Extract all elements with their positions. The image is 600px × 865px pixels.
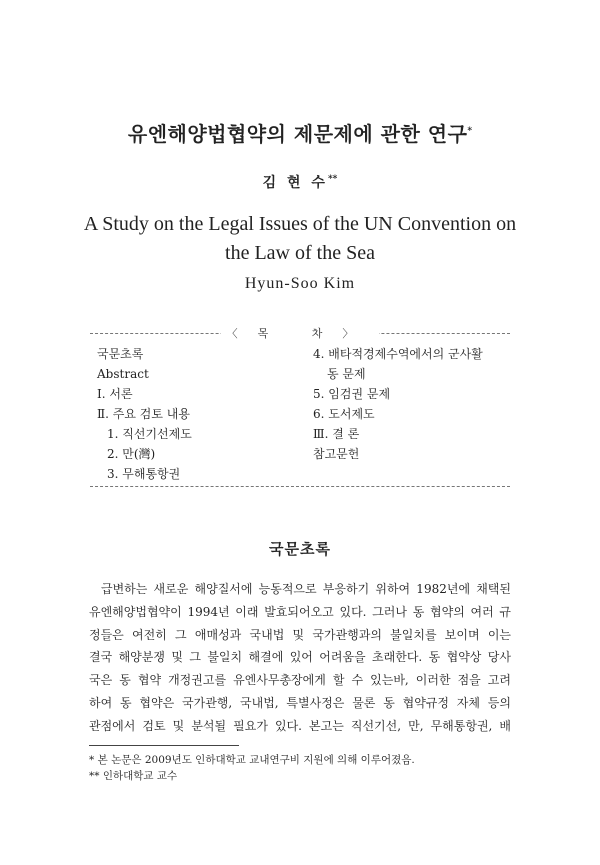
abstract-line: 정들은 여전히 그 애매성과 국내법 및 국가관행과의 불일치를 보이며 이는 — [89, 627, 511, 642]
toc-item: 참고문헌 — [313, 447, 360, 461]
toc-right-column — [313, 344, 513, 464]
abstract-line: 결국 해양분쟁 및 그 불일치 해결에 있어 어려움을 초래한다. 동 협약상 당사 — [89, 650, 511, 665]
toc-item: Ⅲ. 결 론 — [313, 427, 360, 441]
section-heading: 국문초록 — [269, 540, 331, 558]
author-footnote-mark: ** — [327, 174, 338, 185]
footnote-1: * 본 논문은 2009년도 인하대학교 교내연구비 지원에 의해 이루어졌음. — [89, 754, 415, 766]
footnote-2: ** 인하대학교 교수 — [89, 770, 178, 782]
toc-item: Ⅰ. 서론 — [97, 387, 133, 401]
toc-item: Ⅱ. 주요 검토 내용 — [97, 407, 190, 421]
toc-item: 4. 배타적경제수역에서의 군사활 — [313, 347, 483, 361]
toc-left-column — [97, 344, 297, 484]
author-ko — [0, 172, 600, 192]
toc-item: Abstract — [97, 367, 149, 381]
abstract-line: 관점에서 검토 및 분석될 필요가 있다. 본고는 직선기선, 만, 무해통항권, 배 — [89, 718, 511, 733]
title-ko-text: 유엔해양법협약의 제문제에 관한 연구 — [127, 122, 468, 146]
toc-item: 2. 만(灣) — [107, 447, 156, 461]
title-en-line-1: A Study on the Legal Issues of the UN Convention on — [83, 213, 517, 235]
toc-item: 동 문제 — [327, 367, 366, 381]
toc-heading-text: 〈목 차〉 — [221, 327, 380, 340]
footnotes — [89, 752, 415, 784]
paper-title-en — [0, 210, 600, 268]
author-ko-text: 김 현 수 — [262, 175, 328, 191]
toc-heading — [0, 325, 600, 341]
abstract-line: 급변하는 새로운 해양질서에 능동적으로 부응하기 위하여 1982년에 채택된 — [101, 582, 511, 596]
toc-item: 1. 직선기선제도 — [107, 427, 192, 441]
abstract-body — [89, 578, 511, 738]
toc-item: 5. 임검권 문제 — [313, 387, 391, 401]
toc-item: 6. 도서제도 — [313, 407, 375, 421]
paper-title-ko — [0, 118, 600, 147]
abstract-line: 하여 동 협약은 국가관행, 국내법, 특별사정은 물론 동 협약규정 자체 등의 — [89, 695, 511, 710]
toc-item: 3. 무해통항권 — [107, 467, 181, 481]
footnote-divider — [89, 745, 239, 746]
abstract-line: 유엔해양법협약이 1994년 이래 발효되어오고 있다. 그러나 동 협약의 여러 규 — [89, 604, 511, 619]
abstract-line: 국은 동 협약 개정권고를 유엔사무총장에게 할 수 있는바, 이러한 점을 고려 — [89, 673, 511, 688]
author-en: Hyun-Soo Kim — [244, 275, 356, 292]
toc-item: 국문초록 — [97, 347, 144, 361]
title-footnote-mark: * — [467, 126, 473, 137]
title-en-line-2: the Law of the Sea — [225, 242, 375, 264]
